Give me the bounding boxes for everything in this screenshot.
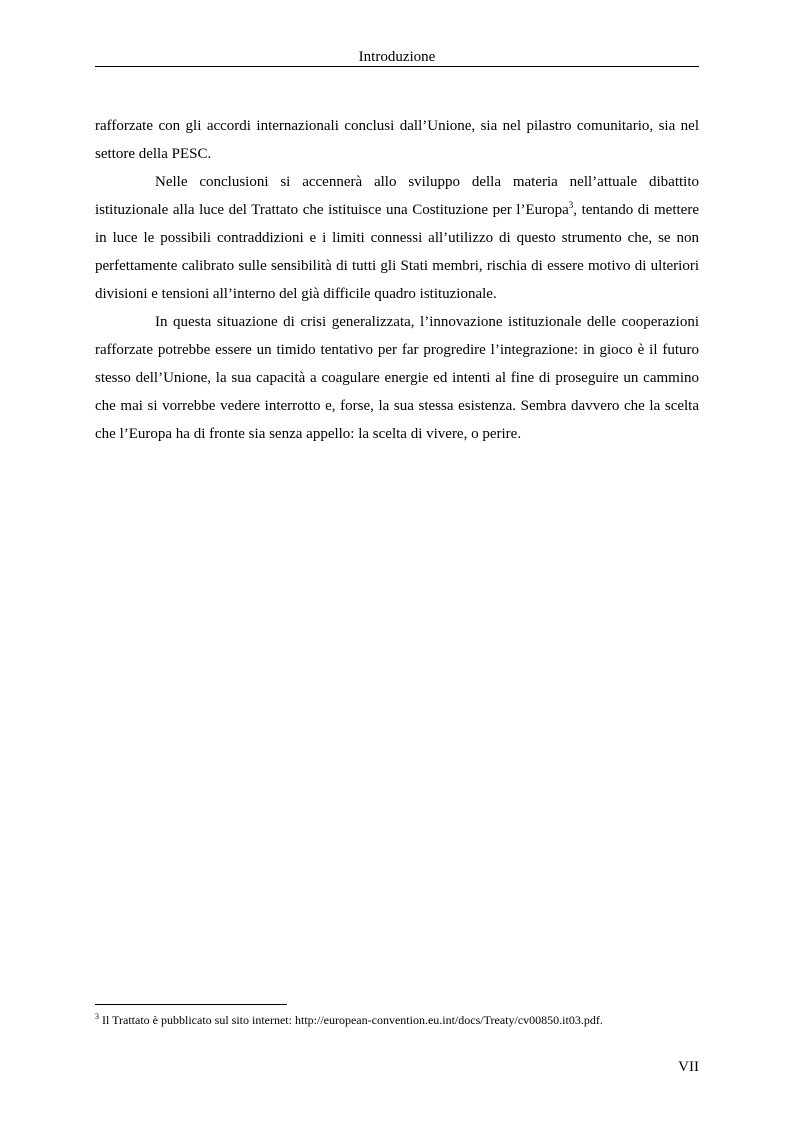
paragraph-2-text-before-note: Nelle conclusioni si accennerà allo sviluppo della materia nell’attuale dibattito istituzionale alla luce del Trattato che istituisce una Costituzione per l’Europa (95, 174, 699, 218)
page-number: VII (678, 1059, 699, 1075)
header-divider (95, 66, 699, 67)
paragraph-2 (95, 168, 699, 308)
footnote (95, 1013, 699, 1028)
paragraph-3: In questa situazione di crisi generalizzata, l’innovazione istituzionale delle cooperazioni rafforzate potrebbe essere un timido tentativo per far progredire l’integrazione: in gioco è il futuro stesso dell’Unione, la sua capacità a coagulare energie ed intenti al fine di proseguire un cammino che mai si vorrebbe vedere interrotto e, forse, la sua stessa esistenza. Sembra davvero che la scelta che l’Europa ha di fronte sia senza appello: la scelta di vivere, o perire. (95, 314, 699, 442)
footnote-divider (95, 1004, 287, 1005)
body-text (95, 112, 699, 448)
running-header-title: Introduzione (358, 49, 436, 65)
paragraph-2-text-after-note: , tentando di mettere in luce le possibili contraddizioni e i limiti connessi all’utilizzo di questo strumento che, se non perfettamente calibrato sulle sensibilità di tutti gli Stati membri, rischia di essere motivo di ulteriori divisioni e tensioni all’interno del già difficile quadro istituzionale. (95, 202, 699, 302)
footnote-number: 3 (95, 1012, 99, 1021)
footnote-reference-3: 3 (568, 200, 574, 210)
paragraph-1: rafforzate con gli accordi internazionali conclusi dall’Unione, sia nel pilastro comunitario, sia nel settore della PESC. (95, 118, 699, 162)
footnote-text: Il Trattato è pubblicato sul sito internet: http://european-convention.eu.int/docs/Treaty/cv00850.it03.pdf. (99, 1013, 603, 1027)
